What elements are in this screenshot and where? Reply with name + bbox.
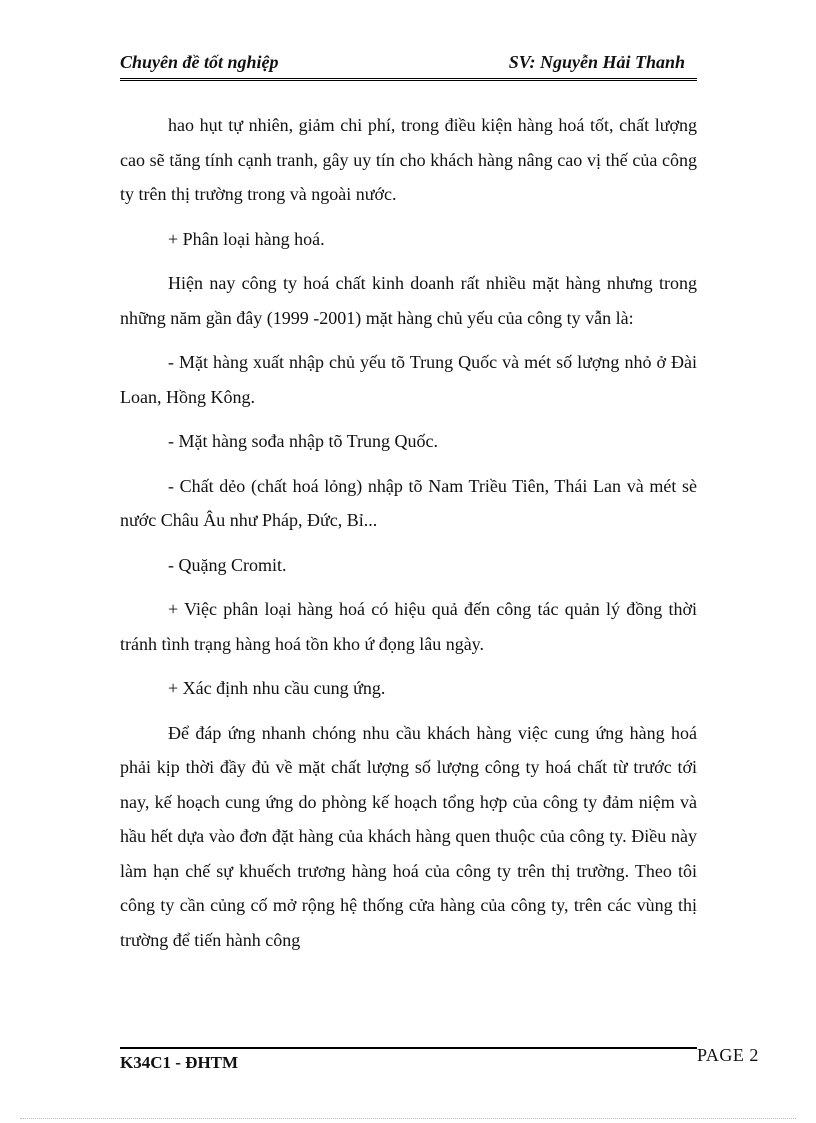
header-title: Chuyên đề tốt nghiệp [120,52,279,72]
header-author: SV: Nguyễn Hải Thanh [508,52,685,72]
paragraph: Để đáp ứng nhanh chóng nhu cầu khách hàng việc cung ứng hàng hoá phải kịp thời đầy đủ về mặt chất lượng số lượng công ty hoá chất từ trước tới nay, kế hoạch cung ứng do phòng kế hoạch tổng hợp của công ty đảm niệm và hầu hết dựa vào đơn đặt hàng của khách hàng quen thuộc của công ty. Điều này làm hạn chế sự khuếch trương hàng hoá của công ty trên thị trường. Theo tôi công ty cần củng cố mở rộng hệ thống cửa hàng của công ty, trên các vùng thị trường để tiến hành công [120,722,697,950]
paragraph: - Chất dẻo (chất hoá lỏng) nhập tõ Nam Triều Tiên, Thái Lan và mét sè nước Châu Âu như Pháp, Đức, Bỉ... [120,475,697,530]
paragraph: + Việc phân loại hàng hoá có hiệu quả đến công tác quản lý đồng thời tránh tình trạng hàng hoá tồn kho ứ đọng lâu ngày. [120,599,697,654]
paragraph: Hiện nay công ty hoá chất kinh doanh rất nhiều mặt hàng nhưng trong những năm gần đây (1999 -2001) mặt hàng chủ yếu của công ty vẫn là: [120,273,697,328]
page-bottom-divider [20,1118,796,1119]
page-header [120,52,697,81]
paragraph: + Phân loại hàng hoá. [168,228,325,249]
paragraph: - Quặng Cromit. [168,554,287,575]
document-body [120,108,697,957]
paragraph: hao hụt tự nhiên, giảm chi phí, trong điều kiện hàng hoá tốt, chất lượng cao sẽ tăng tính cạnh tranh, gây uy tín cho khách hàng nâng cao vị thế của công ty trên thị trường trong và ngoài nước. [120,115,697,204]
paragraph: - Mặt hàng xuất nhập chủ yếu tõ Trung Quốc và mét số lượng nhỏ ở Đài Loan, Hồng Kông. [120,352,697,407]
footer-rule [120,1047,697,1049]
footer-class-label: K34C1 - ĐHTM [120,1053,239,1072]
page-number: PAGE 2 [697,1045,759,1065]
paragraph: - Mặt hàng sođa nhập tõ Trung Quốc. [168,431,438,451]
paragraph: + Xác định nhu cầu cung ứng. [168,678,386,698]
